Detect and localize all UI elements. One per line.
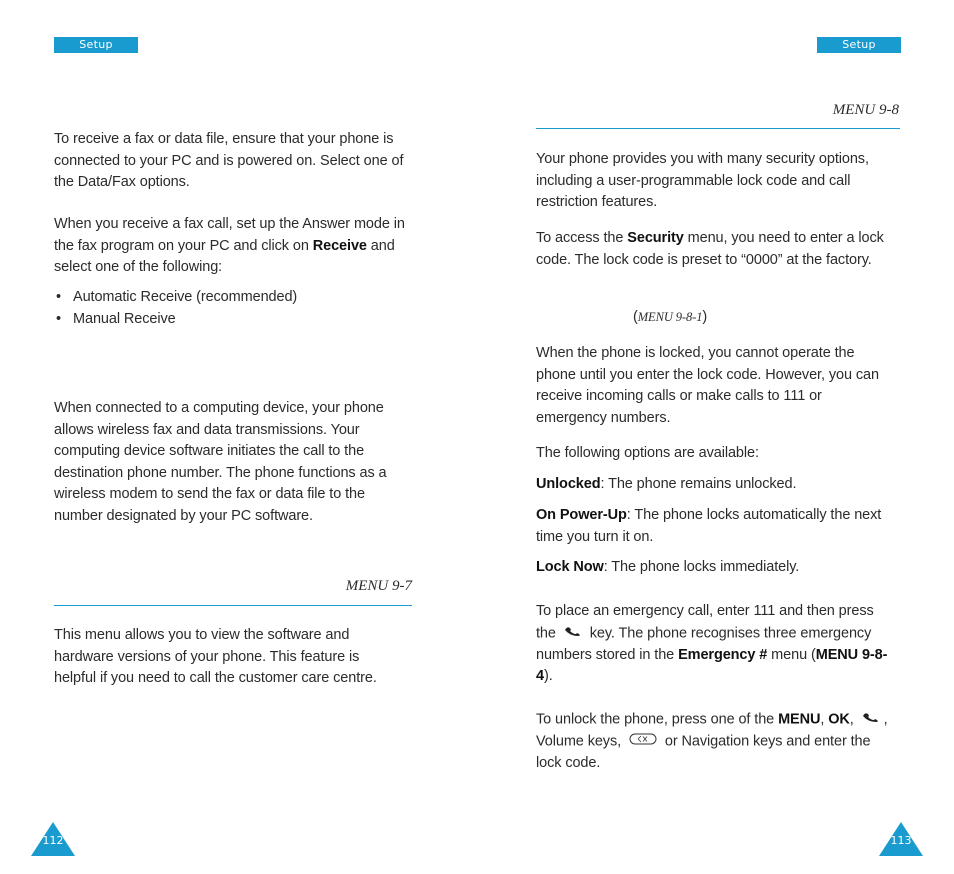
fax-receive-paragraph: To receive a fax or data file, ensure that your phone is connected to your PC and is powered on. Select one of the Data/Fax options. [54, 131, 404, 190]
page-number-badge [879, 822, 923, 856]
menu-reference: MENU 9-8 [832, 102, 899, 118]
menu-reference: MENU 9-7 [345, 578, 412, 594]
answer-mode-text-end: and select one of the following: [54, 237, 395, 275]
option-text: : The phone remains unlocked. [600, 476, 797, 492]
unlock-text-3: or Navigation keys and enter the lock code. [536, 733, 871, 772]
menu-key-label: MENU [778, 711, 821, 728]
lock-description-paragraph: When the phone is locked, you cannot operate the phone until you enter the lock code. However, you can receive incoming calls or make calls to 111 or emergency numbers. [536, 345, 879, 426]
separator: , [820, 711, 829, 728]
sub-menu-reference [633, 307, 707, 329]
unlock-text-2: , Volume keys, [536, 711, 888, 750]
list-item: • Automatic Receive (recommended) [54, 287, 424, 309]
page-number: 112 [42, 834, 64, 847]
option-label: On Power-Up [536, 507, 627, 523]
section-tab: Setup [54, 37, 138, 53]
section-divider [536, 128, 900, 129]
security-access-paragraph [536, 228, 896, 271]
receive-label: Receive [312, 237, 367, 254]
page-number: 113 [890, 834, 912, 847]
emergency-text-2: key. The phone recognises three emergency numbers stored in the [536, 625, 872, 663]
security-access-text-end: menu, you need to enter a lock code. The lock code is preset to “0000” at the factory. [536, 230, 884, 268]
emergency-text: To place an emergency call, enter 111 and then press the [536, 603, 874, 642]
emergency-menu-label: Emergency # [678, 646, 768, 663]
option-label: Lock Now [536, 559, 604, 575]
unlock-paragraph [536, 709, 898, 775]
section-tab: Setup [817, 37, 901, 53]
security-label: Security [627, 230, 684, 246]
right-page [477, 0, 954, 874]
receive-options-list [54, 287, 424, 330]
ok-key-label: OK [828, 711, 850, 728]
option-text: : The phone locks immediately. [603, 559, 800, 575]
option-label: Unlocked [536, 476, 601, 492]
security-access-text: To access the [536, 230, 628, 246]
wireless-fax-paragraph: When connected to a computing device, your phone allows wireless fax and data transmissions. Your computing device software initiates the call to the destination phone number. The phone functions as a wireless modem to send the fax or data file to the number designated by your PC software. [54, 400, 387, 524]
sub-ref-open: ( [633, 309, 638, 325]
clear-key-icon [629, 731, 657, 753]
version-paragraph: This menu allows you to view the software and hardware versions of your phone. This feature is helpful if you need to call the customer care centre. [54, 627, 377, 686]
option-lock-now [536, 557, 896, 579]
option-on-power-up [536, 505, 898, 548]
answer-mode-paragraph [54, 214, 424, 279]
emergency-menu-ref: MENU 9-8-4 [536, 646, 888, 685]
separator: , [849, 711, 858, 728]
section-divider [54, 605, 412, 606]
list-item: • Manual Receive [54, 309, 424, 331]
sub-ref-text: MENU 9-8-1 [637, 310, 703, 324]
page-number-badge [31, 822, 75, 856]
option-text: : The phone locks automatically the next time you turn it on. [536, 507, 882, 545]
sub-ref-close: ) [702, 309, 708, 325]
answer-mode-text: When you receive a fax call, set up the Answer mode in the fax program on your PC and click on [54, 216, 405, 254]
options-intro: The following options are available: [536, 445, 759, 461]
option-unlocked [536, 474, 896, 496]
security-intro-paragraph: Your phone provides you with many security options, including a user-programmable lock code and call restriction features. [536, 151, 869, 210]
emergency-text-4: ). [543, 668, 553, 685]
unlock-text: To unlock the phone, press one of the [536, 711, 779, 728]
send-key-icon [564, 623, 582, 645]
emergency-text-3: menu ( [767, 646, 816, 663]
emergency-call-paragraph [536, 601, 896, 688]
send-key-icon [862, 709, 880, 731]
